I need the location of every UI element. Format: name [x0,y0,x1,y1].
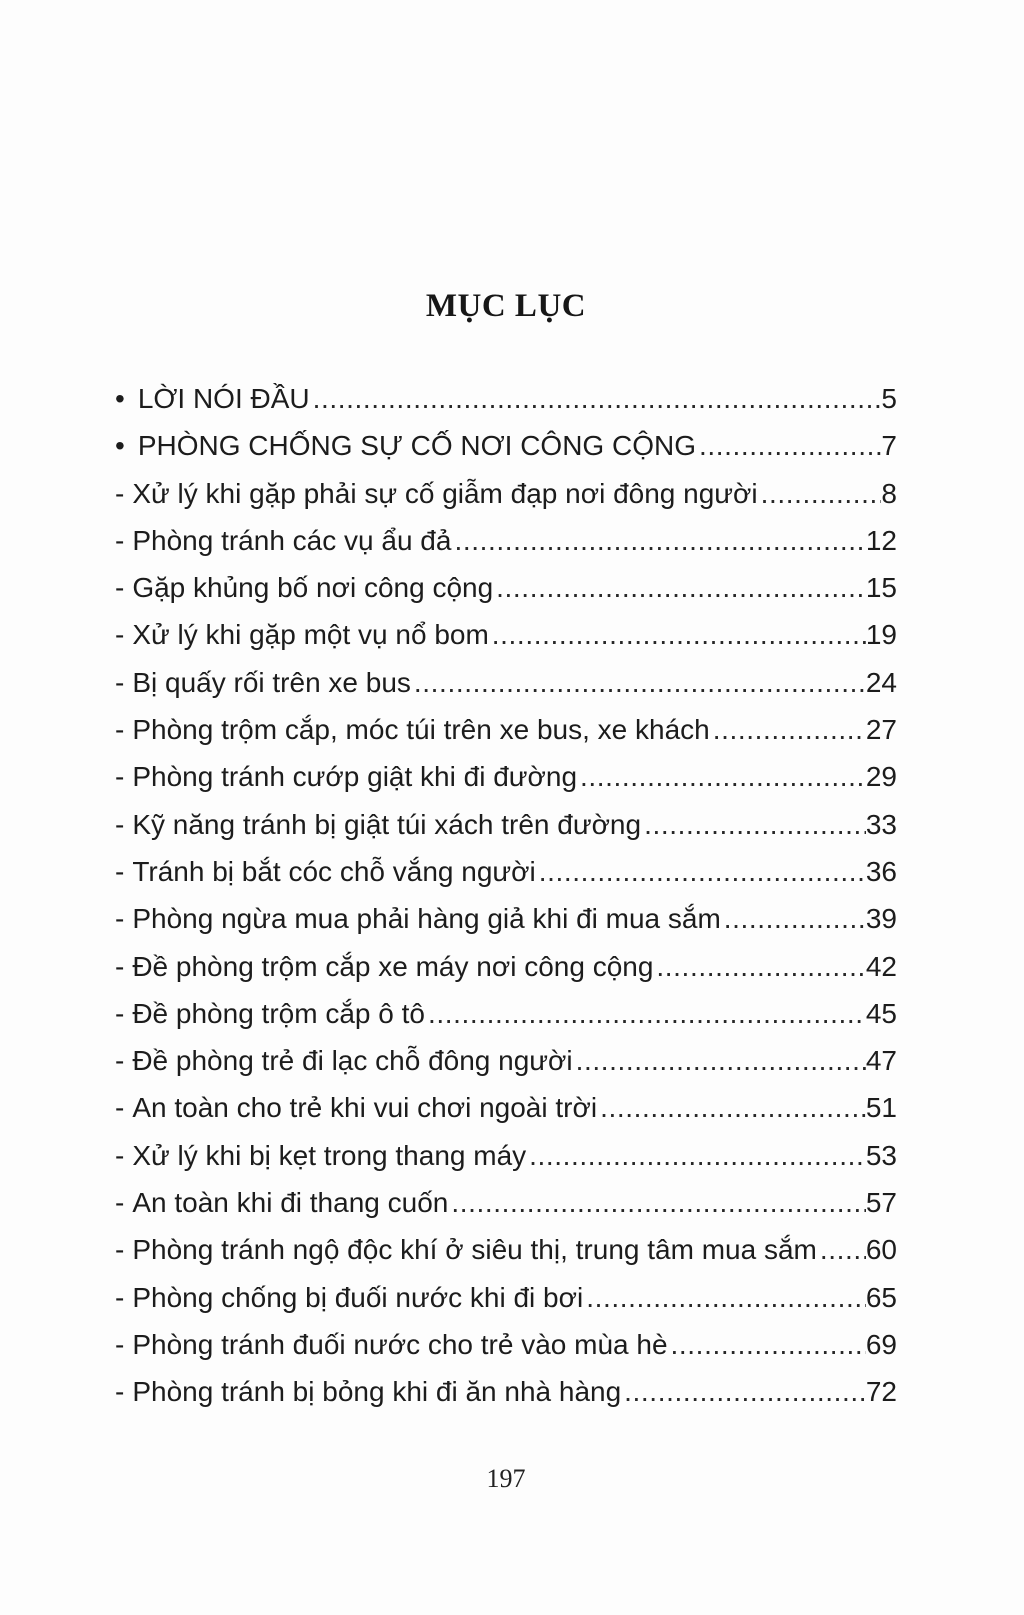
dot-leader [414,659,866,706]
entry-title: Xử lý khi gặp phải sự cố giẫm đạp nơi đông người [132,477,758,509]
entry-title: Đề phòng trẻ đi lạc chỗ đông người [132,1045,573,1077]
entry-page-number: 60 [865,1234,897,1266]
dot-leader [313,375,882,422]
entry-title: Phòng ngừa mua phải hàng giả khi đi mua sắm [132,903,721,935]
entry-marker-icon: • [115,383,125,414]
entry-marker-icon: • [115,430,125,462]
entry-page-number: 45 [865,997,897,1029]
entry-title: Phòng tránh các vụ ẩu đả [132,524,452,556]
entry-title: LỜI NÓI ĐẦU [137,383,310,414]
entry-marker-icon: - [115,855,125,887]
entry-marker-icon: - [115,477,125,509]
toc-entry [115,990,897,1037]
dot-leader [454,517,865,564]
toc-entry [115,753,897,800]
toc-entry [115,564,897,611]
entry-page-number: 53 [865,1139,897,1171]
entry-marker-icon: - [115,572,125,604]
entry-title: Xử lý khi gặp một vụ nổ bom [132,619,489,651]
entry-marker-icon: - [115,808,125,840]
entry-title: Phòng tránh bị bỏng khi đi ăn nhà hàng [132,1376,622,1408]
entry-page-number: 39 [865,903,897,935]
entry-page-number: 42 [865,950,897,982]
dot-leader [539,848,866,895]
entry-title: Bị quấy rối trên xe bus [132,666,411,698]
entry-marker-icon: - [115,1328,125,1360]
toc-entry [115,1179,897,1226]
page-number: 197 [486,1464,526,1493]
entry-title: Kỹ năng tránh bị giật túi xách trên đường [132,808,642,840]
entry-marker-icon: - [115,1187,125,1219]
toc-entry [115,895,897,942]
entry-page-number: 36 [865,855,897,887]
entry-marker-icon: - [115,714,125,746]
dot-leader [820,1226,866,1273]
dot-leader [451,1179,866,1226]
toc-entry [115,1132,897,1179]
toc-entry [115,1037,897,1084]
entry-title: Phòng tránh cướp giật khi đi đường [132,761,578,793]
toc-entry [115,1368,897,1415]
entry-page-number: 57 [865,1187,897,1219]
dot-leader [428,990,866,1037]
entry-title: Phòng trộm cắp, móc túi trên xe bus, xe khách [132,714,710,746]
entry-page-number: 5 [881,383,897,414]
toc-entry [115,659,897,706]
dot-leader [492,611,866,658]
page-title: MỤC LỤC [425,288,587,324]
entry-title: Phòng tránh đuối nước cho trẻ vào mùa hè [132,1328,668,1360]
toc-entry [115,1321,897,1368]
toc-entry [115,1226,897,1273]
entry-marker-icon: - [115,903,125,935]
entry-title: PHÒNG CHỐNG SỰ CỐ NƠI CÔNG CỘNG [137,430,696,462]
entry-marker-icon: - [115,1092,125,1124]
toc-entry [115,517,897,564]
entry-title: Xử lý khi bị kẹt trong thang máy [132,1139,527,1171]
entry-title: Phòng chống bị đuối nước khi đi bơi [132,1281,584,1313]
dot-leader [656,943,865,990]
dot-leader [713,706,866,753]
entry-page-number: 29 [865,761,897,793]
entry-page-number: 27 [865,714,897,746]
entry-marker-icon: - [115,950,125,982]
toc-list [115,375,897,1416]
dot-leader [496,564,866,611]
entry-page-number: 33 [865,808,897,840]
toc-entry [115,1274,897,1321]
entry-marker-icon: - [115,1045,125,1077]
entry-page-number: 19 [865,619,897,651]
dot-leader [724,895,866,942]
entry-page-number: 8 [881,477,897,509]
entry-title: An toàn cho trẻ khi vui chơi ngoài trời [132,1092,598,1124]
entry-marker-icon: - [115,524,125,556]
entry-title: Gặp khủng bố nơi công cộng [132,572,494,604]
dot-leader [576,1037,866,1084]
toc-entry [115,801,897,848]
dot-leader [580,753,866,800]
entry-marker-icon: - [115,666,125,698]
toc-entry [115,1084,897,1131]
dot-leader [699,422,881,469]
entry-page-number: 72 [865,1376,897,1408]
entry-title: An toàn khi đi thang cuốn [132,1187,449,1219]
entry-marker-icon: - [115,1376,125,1408]
entry-marker-icon: - [115,1234,125,1266]
entry-page-number: 65 [865,1281,897,1313]
entry-page-number: 15 [865,572,897,604]
entry-title: Tránh bị bắt cóc chỗ vắng người [132,855,536,887]
dot-leader [529,1132,866,1179]
dot-leader [624,1368,866,1415]
toc-entry [115,422,897,469]
entry-marker-icon: - [115,619,125,651]
dot-leader [644,801,866,848]
entry-marker-icon: - [115,1281,125,1313]
toc-entry [115,706,897,753]
toc-entry [115,943,897,990]
entry-page-number: 47 [865,1045,897,1077]
entry-title: Đề phòng trộm cắp ô tô [132,997,425,1029]
entry-page-number: 69 [865,1328,897,1360]
entry-marker-icon: - [115,1139,125,1171]
toc-entry [115,375,897,422]
entry-title: Đề phòng trộm cắp xe máy nơi công cộng [132,950,654,982]
dot-leader [600,1084,866,1131]
entry-marker-icon: - [115,761,125,793]
entry-page-number: 51 [865,1092,897,1124]
dot-leader [671,1321,866,1368]
entry-page-number: 7 [881,430,897,462]
dot-leader [586,1274,866,1321]
toc-entry [115,848,897,895]
entry-title: Phòng tránh ngộ độc khí ở siêu thị, trung tâm mua sắm [132,1234,817,1266]
toc-entry [115,470,897,517]
dot-leader [761,470,882,517]
entry-page-number: 24 [865,666,897,698]
entry-page-number: 12 [865,524,897,556]
toc-entry [115,611,897,658]
entry-marker-icon: - [115,997,125,1029]
